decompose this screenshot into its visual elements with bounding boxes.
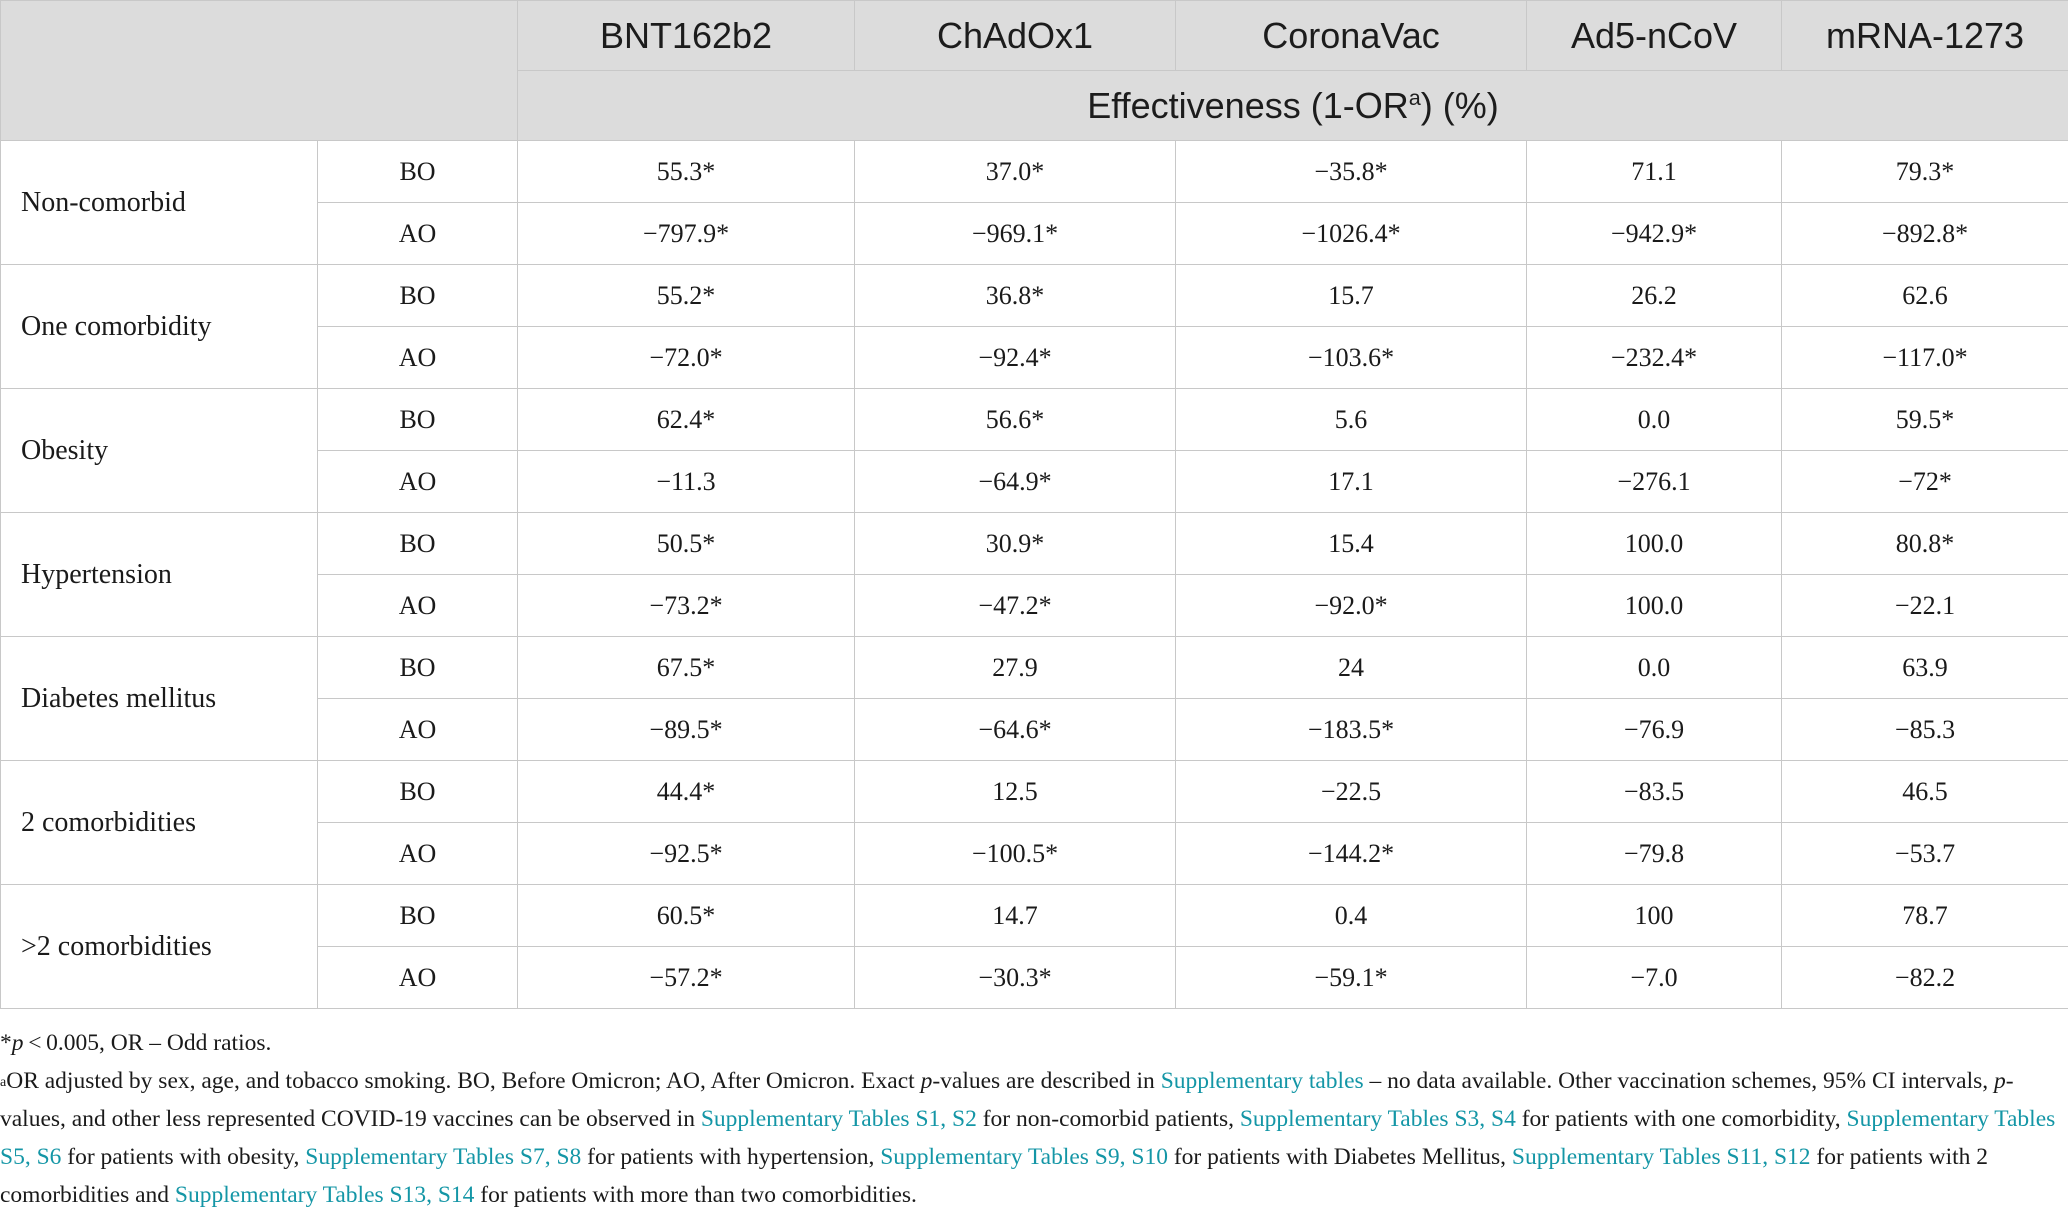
footnote-text: for patients with one comorbidity, bbox=[1516, 1106, 1847, 1132]
period-label: BO bbox=[318, 513, 518, 575]
supplementary-link-s7-s8[interactable]: Supplementary Tables S7, S8 bbox=[305, 1144, 581, 1170]
value-cell: −76.9 bbox=[1527, 699, 1782, 761]
value-cell: 100.0 bbox=[1527, 513, 1782, 575]
value-cell: 44.4* bbox=[518, 761, 855, 823]
value-cell: 30.9* bbox=[855, 513, 1176, 575]
value-cell: −276.1 bbox=[1527, 451, 1782, 513]
value-cell: 12.5 bbox=[855, 761, 1176, 823]
value-cell: 17.1 bbox=[1176, 451, 1527, 513]
period-label: AO bbox=[318, 947, 518, 1009]
header-row-vaccines bbox=[1, 1, 2068, 71]
value-cell: −73.2* bbox=[518, 575, 855, 637]
supplementary-link-s11-s12[interactable]: Supplementary Tables S11, S12 bbox=[1512, 1144, 1811, 1170]
effectiveness-label-pre: Effectiveness (1-OR bbox=[1087, 85, 1408, 126]
row-group-label: Hypertension bbox=[1, 513, 318, 637]
value-cell: 78.7 bbox=[1782, 885, 2068, 947]
header-vaccine: BNT162b2 bbox=[518, 1, 855, 71]
value-cell: −22.5 bbox=[1176, 761, 1527, 823]
value-cell: 0.0 bbox=[1527, 637, 1782, 699]
value-cell: 63.9 bbox=[1782, 637, 2068, 699]
value-cell: −79.8 bbox=[1527, 823, 1782, 885]
period-label: AO bbox=[318, 699, 518, 761]
value-cell: −53.7 bbox=[1782, 823, 2068, 885]
table-row bbox=[1, 141, 2068, 203]
period-label: BO bbox=[318, 141, 518, 203]
supplementary-link-s13-s14[interactable]: Supplementary Tables S13, S14 bbox=[175, 1182, 475, 1208]
value-cell: 27.9 bbox=[855, 637, 1176, 699]
supplementary-tables-link[interactable]: Supplementary tables bbox=[1161, 1068, 1364, 1094]
value-cell: −89.5* bbox=[518, 699, 855, 761]
value-cell: −1026.4* bbox=[1176, 203, 1527, 265]
value-cell: −85.3 bbox=[1782, 699, 2068, 761]
footnote-star: * bbox=[0, 1030, 12, 1056]
value-cell: 26.2 bbox=[1527, 265, 1782, 327]
header-effectiveness bbox=[518, 71, 2068, 141]
footnote-text: for patients with 2 comorbidities and bbox=[0, 1144, 1988, 1208]
row-group-label: >2 comorbidities bbox=[1, 885, 318, 1009]
row-group-label: 2 comorbidities bbox=[1, 761, 318, 885]
value-cell: −117.0* bbox=[1782, 327, 2068, 389]
value-cell: −797.9* bbox=[518, 203, 855, 265]
period-label: BO bbox=[318, 761, 518, 823]
value-cell: 67.5* bbox=[518, 637, 855, 699]
value-cell: −35.8* bbox=[1176, 141, 1527, 203]
value-cell: −92.0* bbox=[1176, 575, 1527, 637]
value-cell: 37.0* bbox=[855, 141, 1176, 203]
table-row bbox=[1, 389, 2068, 451]
value-cell: −64.6* bbox=[855, 699, 1176, 761]
table-row bbox=[1, 885, 2068, 947]
value-cell: −892.8* bbox=[1782, 203, 2068, 265]
value-cell: −82.2 bbox=[1782, 947, 2068, 1009]
table-row bbox=[1, 761, 2068, 823]
supplementary-link-s5-s6[interactable]: Supplementary Tables S5, S6 bbox=[0, 1106, 2055, 1170]
value-cell: 0.0 bbox=[1527, 389, 1782, 451]
footnote-p: p bbox=[921, 1068, 933, 1094]
value-cell: 71.1 bbox=[1527, 141, 1782, 203]
row-group-label: One comorbidity bbox=[1, 265, 318, 389]
effectiveness-label-sup: a bbox=[1409, 85, 1421, 110]
value-cell: −92.5* bbox=[518, 823, 855, 885]
value-cell: 100.0 bbox=[1527, 575, 1782, 637]
value-cell: −72* bbox=[1782, 451, 2068, 513]
footnote-text: for patients with hypertension, bbox=[581, 1144, 880, 1170]
footnote-text: -values, and other less represented COVID-19 vaccines can be observed in bbox=[0, 1068, 2014, 1132]
value-cell: 100 bbox=[1527, 885, 1782, 947]
effectiveness-label-post: ) (%) bbox=[1421, 85, 1499, 126]
value-cell: 36.8* bbox=[855, 265, 1176, 327]
header-vaccine: ChAdOx1 bbox=[855, 1, 1176, 71]
footnote-text: < 0.005, OR – Odd ratios. bbox=[24, 1030, 272, 1056]
value-cell: −183.5* bbox=[1176, 699, 1527, 761]
footnote-sup: a bbox=[0, 1075, 6, 1090]
value-cell: −232.4* bbox=[1527, 327, 1782, 389]
value-cell: 62.4* bbox=[518, 389, 855, 451]
value-cell: 59.5* bbox=[1782, 389, 2068, 451]
footnote-text: for patients with Diabetes Mellitus, bbox=[1168, 1144, 1512, 1170]
value-cell: −30.3* bbox=[855, 947, 1176, 1009]
value-cell: 62.6 bbox=[1782, 265, 2068, 327]
value-cell: −92.4* bbox=[855, 327, 1176, 389]
footnote-p: p bbox=[1994, 1068, 2006, 1094]
footnote-p: p bbox=[12, 1030, 24, 1056]
value-cell: −22.1 bbox=[1782, 575, 2068, 637]
value-cell: −11.3 bbox=[518, 451, 855, 513]
value-cell: −59.1* bbox=[1176, 947, 1527, 1009]
value-cell: 55.2* bbox=[518, 265, 855, 327]
value-cell: 15.7 bbox=[1176, 265, 1527, 327]
footnote-text: – no data available. Other vaccination schemes, 95% CI intervals, bbox=[1364, 1068, 1994, 1094]
period-label: BO bbox=[318, 637, 518, 699]
table-row bbox=[1, 513, 2068, 575]
value-cell: −7.0 bbox=[1527, 947, 1782, 1009]
value-cell: 79.3* bbox=[1782, 141, 2068, 203]
row-group-label: Diabetes mellitus bbox=[1, 637, 318, 761]
period-label: AO bbox=[318, 823, 518, 885]
value-cell: −57.2* bbox=[518, 947, 855, 1009]
period-label: BO bbox=[318, 265, 518, 327]
value-cell: 5.6 bbox=[1176, 389, 1527, 451]
value-cell: −47.2* bbox=[855, 575, 1176, 637]
footnote-text: OR adjusted by sex, age, and tobacco smoking. BO, Before Omicron; AO, After Omicron. Exact bbox=[6, 1068, 920, 1094]
period-label: AO bbox=[318, 575, 518, 637]
value-cell: −942.9* bbox=[1527, 203, 1782, 265]
table-body bbox=[1, 141, 2068, 1009]
supplementary-link-s3-s4[interactable]: Supplementary Tables S3, S4 bbox=[1240, 1106, 1516, 1132]
value-cell: 56.6* bbox=[855, 389, 1176, 451]
footnotes bbox=[0, 1024, 2060, 1214]
value-cell: −83.5 bbox=[1527, 761, 1782, 823]
footnote-adjustment bbox=[0, 1062, 2060, 1214]
value-cell: 80.8* bbox=[1782, 513, 2068, 575]
value-cell: −64.9* bbox=[855, 451, 1176, 513]
header-vaccine: Ad5-nCoV bbox=[1527, 1, 1782, 71]
value-cell: 15.4 bbox=[1176, 513, 1527, 575]
footnote-text: for non-comorbid patients, bbox=[977, 1106, 1240, 1132]
period-label: AO bbox=[318, 451, 518, 513]
value-cell: 24 bbox=[1176, 637, 1527, 699]
footnote-text: for patients with obesity, bbox=[61, 1144, 305, 1170]
header-corner bbox=[1, 1, 518, 141]
value-cell: 0.4 bbox=[1176, 885, 1527, 947]
value-cell: −969.1* bbox=[855, 203, 1176, 265]
footnote-significance bbox=[0, 1024, 2060, 1062]
supplementary-link-s1-s2[interactable]: Supplementary Tables S1, S2 bbox=[701, 1106, 977, 1132]
period-label: AO bbox=[318, 203, 518, 265]
period-label: BO bbox=[318, 885, 518, 947]
footnote-text: -values are described in bbox=[932, 1068, 1160, 1094]
supplementary-link-s9-s10[interactable]: Supplementary Tables S9, S10 bbox=[880, 1144, 1168, 1170]
value-cell: 14.7 bbox=[855, 885, 1176, 947]
table-row bbox=[1, 265, 2068, 327]
table-row bbox=[1, 637, 2068, 699]
row-group-label: Non-comorbid bbox=[1, 141, 318, 265]
value-cell: −103.6* bbox=[1176, 327, 1527, 389]
header-vaccine: CoronaVac bbox=[1176, 1, 1527, 71]
row-group-label: Obesity bbox=[1, 389, 318, 513]
header-vaccine: mRNA-1273 bbox=[1782, 1, 2068, 71]
value-cell: −100.5* bbox=[855, 823, 1176, 885]
value-cell: 46.5 bbox=[1782, 761, 2068, 823]
period-label: AO bbox=[318, 327, 518, 389]
value-cell: 60.5* bbox=[518, 885, 855, 947]
footnote-text: for patients with more than two comorbidities. bbox=[474, 1182, 917, 1208]
value-cell: 50.5* bbox=[518, 513, 855, 575]
value-cell: −144.2* bbox=[1176, 823, 1527, 885]
value-cell: −72.0* bbox=[518, 327, 855, 389]
period-label: BO bbox=[318, 389, 518, 451]
value-cell: 55.3* bbox=[518, 141, 855, 203]
